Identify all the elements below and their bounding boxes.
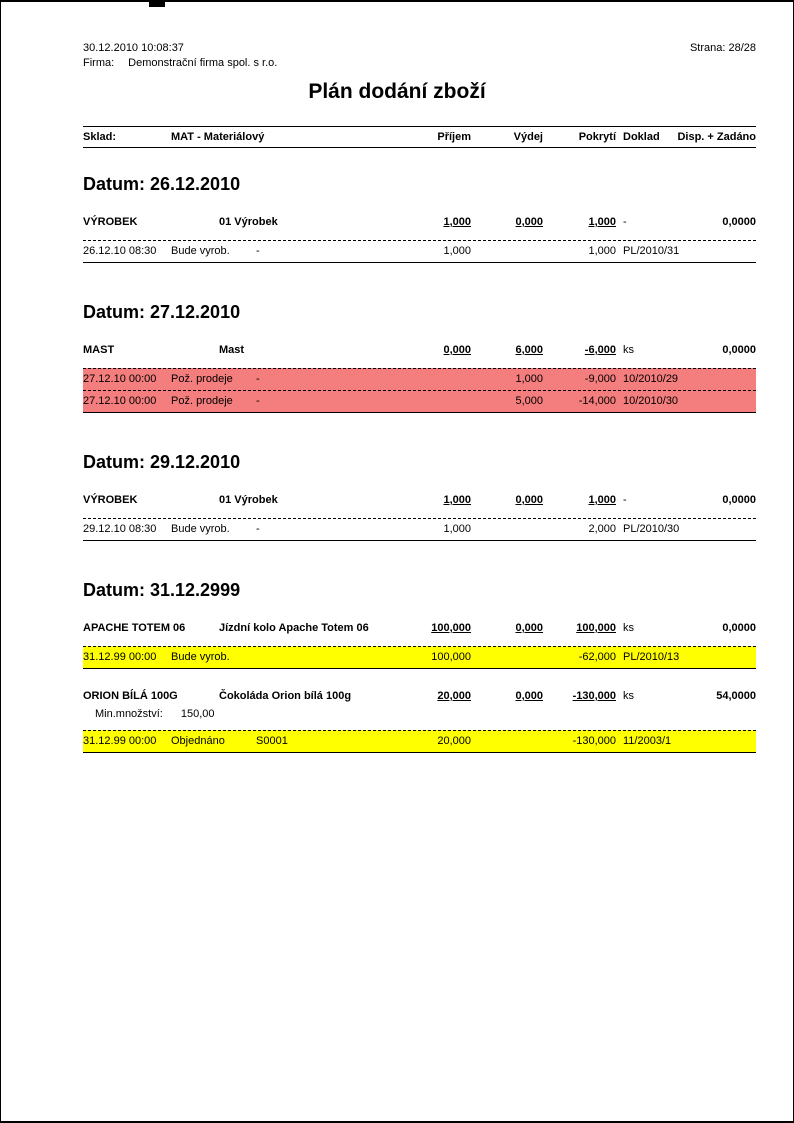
item-pokryti: -6,000 — [584, 344, 616, 356]
detail-doklad: 11/2003/1 — [623, 735, 672, 747]
item-code: VÝROBEK — [83, 216, 138, 228]
item-unit-disp — [616, 215, 756, 229]
item-row — [83, 619, 756, 637]
detail-prijem: 1,000 — [443, 245, 471, 257]
detail-ref: - — [256, 395, 260, 407]
detail-type-ref — [171, 734, 341, 748]
item-vydej: 0,000 — [515, 622, 543, 634]
item-unit: ks — [623, 622, 634, 634]
item-name: 01 Výrobek — [219, 494, 278, 506]
date-section — [83, 451, 756, 541]
min-qty-row — [83, 708, 756, 721]
item-code: VÝROBEK — [83, 494, 138, 506]
detail-doklad-wrap — [616, 372, 756, 386]
column-sklad-label: Sklad: — [83, 131, 117, 143]
detail-prijem — [341, 394, 471, 408]
item-disp-value: 0,0000 — [722, 622, 756, 634]
item-name: 01 Výrobek — [219, 216, 278, 228]
item-pokryti: -130,000 — [572, 690, 616, 702]
detail-doklad: 10/2010/29 — [623, 373, 679, 385]
item-name: Mast — [219, 344, 245, 356]
column-doklad-disp — [616, 130, 756, 144]
item-disp-value: 0,0000 — [722, 344, 756, 356]
detail-row — [83, 390, 756, 412]
item-row — [83, 341, 756, 359]
detail-doklad: 10/2010/30 — [623, 395, 679, 407]
item-prijem: 20,000 — [437, 690, 471, 702]
detail-type: Objednáno — [171, 735, 225, 747]
item-prijem: 0,000 — [443, 344, 471, 356]
detail-vydej — [471, 244, 543, 258]
detail-ref: - — [256, 373, 260, 385]
item-prijem: 1,000 — [443, 216, 471, 228]
min-qty-value: 150,00 — [180, 708, 215, 720]
report-datetime: 30.12.2010 10:08:37 — [83, 42, 184, 54]
column-prijem: Příjem — [437, 131, 471, 143]
detail-vydej: 1,000 — [515, 373, 543, 385]
item-row — [83, 491, 756, 509]
detail-doklad: PL/2010/13 — [623, 651, 680, 663]
item-block — [83, 491, 756, 541]
detail-ref: - — [256, 245, 260, 257]
detail-doklad-wrap — [616, 650, 756, 664]
item-block — [83, 341, 756, 413]
table-header — [83, 126, 756, 148]
detail-vydej — [471, 734, 543, 748]
date-section — [83, 173, 756, 263]
detail-group — [83, 518, 756, 541]
detail-doklad-wrap — [616, 244, 756, 258]
detail-vydej — [471, 522, 543, 536]
item-row — [83, 687, 756, 705]
date-section — [83, 579, 756, 753]
item-block — [83, 687, 756, 753]
detail-type: Bude vyrob. — [171, 245, 230, 257]
item-unit: - — [623, 494, 627, 506]
column-doklad: Doklad — [623, 131, 660, 143]
detail-vydej: 5,000 — [515, 395, 543, 407]
item-disp-value: 54,0000 — [716, 690, 756, 702]
detail-type-ref — [171, 394, 341, 408]
detail-doklad-wrap — [616, 394, 756, 408]
item-block — [83, 213, 756, 263]
detail-datetime: 29.12.10 08:30 — [83, 523, 157, 535]
detail-datetime: 27.12.10 00:00 — [83, 373, 157, 385]
detail-type: Pož. prodeje — [171, 395, 233, 407]
item-unit: ks — [623, 690, 634, 702]
date-heading: Datum: 26.12.2010 — [83, 174, 241, 194]
item-pokryti: 1,000 — [588, 216, 616, 228]
detail-prijem — [341, 372, 471, 386]
page-number: Strana: 28/28 — [689, 42, 756, 54]
detail-type: Pož. prodeje — [171, 373, 233, 385]
detail-datetime: 26.12.10 08:30 — [83, 245, 157, 257]
detail-group — [83, 368, 756, 413]
detail-datetime: 27.12.10 00:00 — [83, 395, 157, 407]
detail-doklad-wrap — [616, 522, 756, 536]
report-header — [83, 42, 756, 55]
detail-prijem: 1,000 — [443, 523, 471, 535]
item-prijem: 100,000 — [431, 622, 471, 634]
item-pokryti: 100,000 — [576, 622, 616, 634]
detail-pokryti: -62,000 — [578, 651, 616, 663]
min-qty-label: Min.množství: — [95, 708, 163, 720]
detail-prijem: 20,000 — [437, 735, 471, 747]
detail-prijem: 100,000 — [431, 651, 471, 663]
item-unit: ks — [623, 344, 634, 356]
column-pokryti: Pokrytí — [578, 131, 616, 143]
detail-row — [83, 368, 756, 390]
item-pokryti: 1,000 — [588, 494, 616, 506]
detail-pokryti: -9,000 — [584, 373, 616, 385]
item-disp-value: 0,0000 — [722, 494, 756, 506]
detail-datetime: 31.12.99 00:00 — [83, 651, 157, 663]
detail-pokryti: -14,000 — [578, 395, 616, 407]
detail-doklad-wrap — [616, 734, 756, 748]
item-vydej: 0,000 — [515, 216, 543, 228]
detail-pokryti: -130,000 — [572, 735, 616, 747]
detail-doklad: PL/2010/31 — [623, 245, 680, 257]
detail-group — [83, 646, 756, 669]
firm-name: Demonstrační firma spol. s r.o. — [128, 57, 278, 69]
date-heading: Datum: 27.12.2010 — [83, 302, 241, 322]
detail-datetime: 31.12.99 00:00 — [83, 735, 157, 747]
date-section — [83, 301, 756, 413]
detail-row — [83, 646, 756, 668]
detail-pokryti: 1,000 — [588, 245, 616, 257]
detail-type-ref — [171, 244, 341, 258]
item-unit-disp — [616, 493, 756, 507]
detail-vydej — [471, 650, 543, 664]
item-unit: - — [623, 216, 627, 228]
detail-group — [83, 730, 756, 753]
detail-group — [83, 240, 756, 263]
item-code: MAST — [83, 344, 115, 356]
item-unit-disp — [616, 621, 756, 635]
detail-type-ref — [171, 372, 341, 386]
detail-doklad: PL/2010/30 — [623, 523, 680, 535]
detail-ref: S0001 — [256, 735, 288, 747]
detail-row — [83, 518, 756, 540]
detail-row — [83, 240, 756, 262]
item-name: Jízdní kolo Apache Totem 06 — [219, 622, 369, 634]
column-sklad-value: MAT - Materiálový — [171, 131, 265, 143]
detail-type: Bude vyrob. — [171, 651, 230, 663]
detail-type: Bude vyrob. — [171, 523, 230, 535]
scan-artifact — [149, 2, 165, 7]
report-body — [83, 173, 756, 753]
column-vydej: Výdej — [513, 131, 543, 143]
column-disp: Disp. + Zadáno — [677, 131, 756, 143]
firm-row — [83, 57, 756, 70]
item-unit-disp — [616, 343, 756, 357]
item-vydej: 0,000 — [515, 494, 543, 506]
item-row — [83, 213, 756, 231]
item-name: Čokoláda Orion bílá 100g — [219, 690, 352, 702]
date-heading: Datum: 29.12.2010 — [83, 452, 241, 472]
firm-label: Firma: — [83, 57, 115, 69]
item-code: ORION BÍLÁ 100G — [83, 690, 178, 702]
detail-pokryti: 2,000 — [588, 523, 616, 535]
item-prijem: 1,000 — [443, 494, 471, 506]
item-unit-disp — [616, 689, 756, 703]
detail-type-ref — [171, 522, 341, 536]
item-block — [83, 619, 756, 669]
detail-type-ref — [171, 650, 341, 664]
report-title: Plán dodání zboží — [308, 80, 486, 103]
item-vydej: 6,000 — [515, 344, 543, 356]
item-code: APACHE TOTEM 06 — [83, 622, 186, 634]
date-heading: Datum: 31.12.2999 — [83, 580, 241, 600]
detail-row — [83, 730, 756, 752]
detail-ref: - — [256, 523, 260, 535]
item-vydej: 0,000 — [515, 690, 543, 702]
item-disp-value: 0,0000 — [722, 216, 756, 228]
